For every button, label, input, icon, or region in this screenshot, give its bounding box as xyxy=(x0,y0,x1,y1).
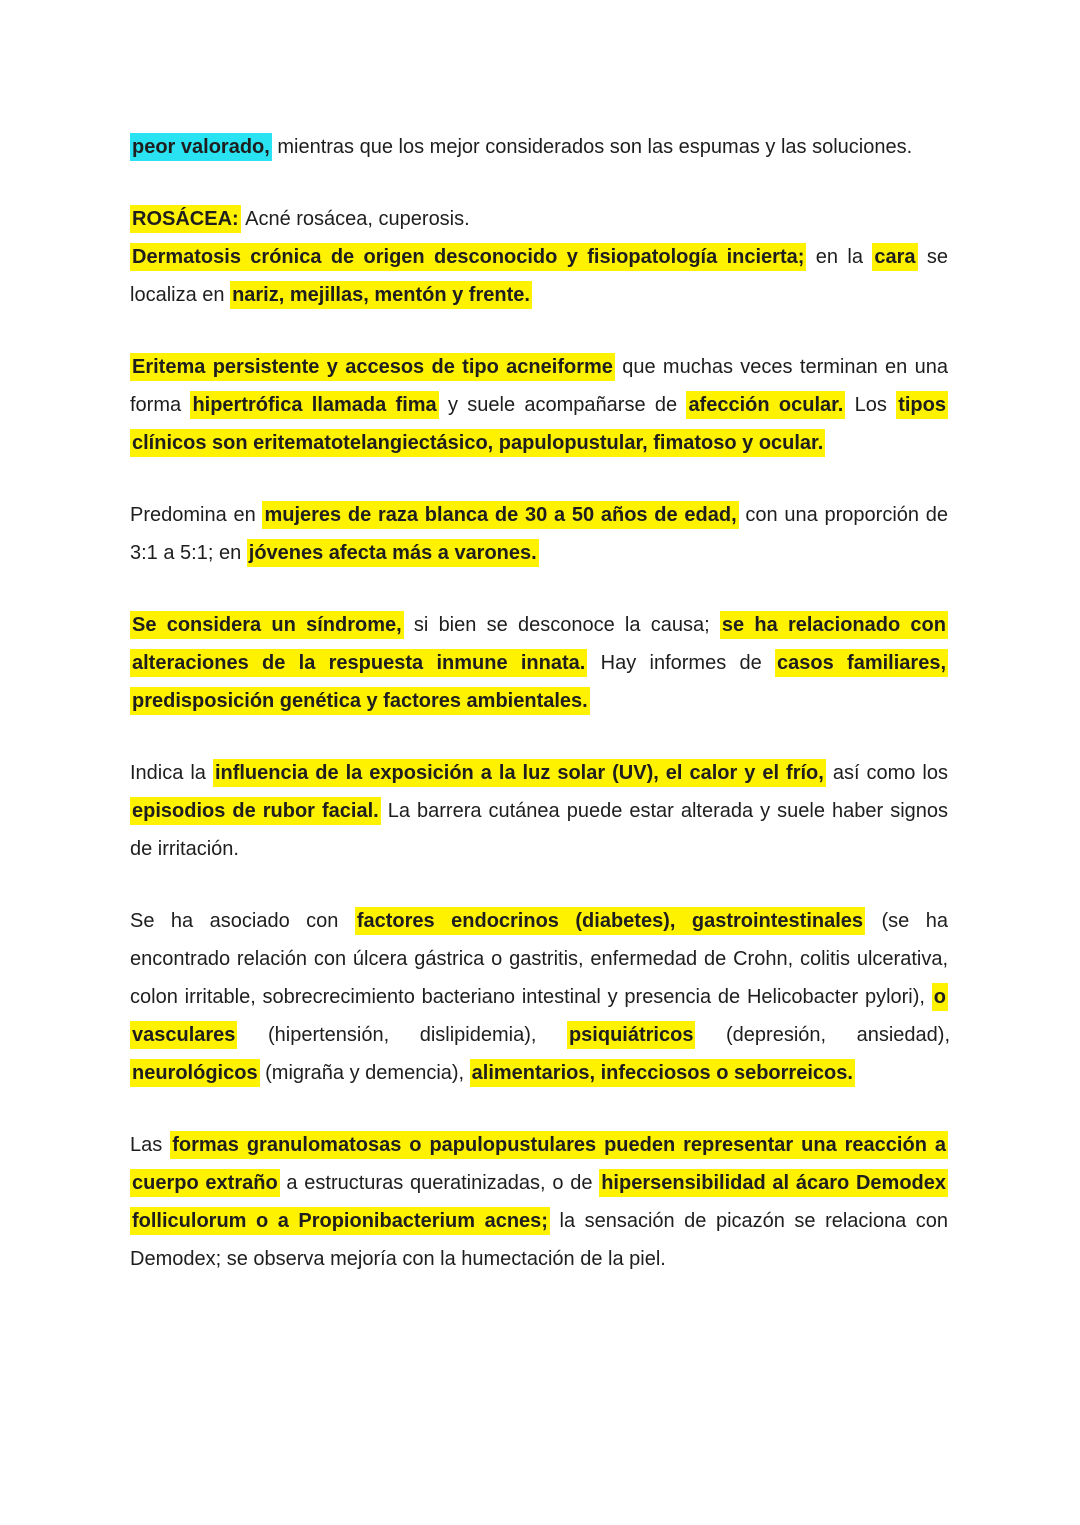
body-text: a estructuras queratinizadas, o de xyxy=(279,1172,600,1194)
highlight-yellow-text: alimentarios, infecciosos o seborreicos. xyxy=(470,1059,855,1087)
highlight-yellow-text: se ha relacionado con alteraciones de la respuesta inmune innata. xyxy=(130,611,948,677)
highlight-yellow-text: nariz, mejillas, mentón y frente. xyxy=(230,281,532,309)
paragraph-predominio xyxy=(130,496,948,572)
paragraph-rosacea-heading xyxy=(130,200,948,238)
paragraph-formas xyxy=(130,1126,948,1278)
body-text: Las xyxy=(130,1134,171,1156)
body-text: la sensación de picazón se relaciona con Demodex; se observa mejoría con la humectación de la piel. xyxy=(130,1210,949,1270)
highlight-yellow-text: factores endocrinos (diabetes), gastrointestinales xyxy=(355,907,865,935)
paragraph-rosacea-definition xyxy=(130,238,948,314)
highlight-yellow-text: neurológicos xyxy=(130,1059,260,1087)
highlight-yellow-text: hipertrófica llamada fima xyxy=(190,391,438,419)
highlight-yellow-text: hipersensibilidad al ácaro Demodex folliculorum o a Propionibacterium acnes; xyxy=(130,1169,948,1235)
body-text: Hay informes de xyxy=(587,652,776,674)
highlight-yellow-text: episodios de rubor facial. xyxy=(130,797,381,825)
body-text: Predomina en xyxy=(130,504,263,526)
highlight-yellow-text: ROSÁCEA: xyxy=(130,205,241,233)
highlight-yellow-text: afección ocular. xyxy=(686,391,845,419)
highlight-yellow-text: casos familiares, predisposición genética y factores ambientales. xyxy=(130,649,948,715)
highlight-yellow-text: mujeres de raza blanca de 30 a 50 años de edad, xyxy=(262,501,738,529)
body-text: Los xyxy=(845,394,897,416)
body-text: si bien se desconoce la causa; xyxy=(403,614,720,636)
highlight-yellow-text: formas granulomatosas o papulopustulares pueden representar una reacción a cuerpo extraño xyxy=(130,1131,948,1197)
body-text: (migraña y demencia), xyxy=(259,1062,470,1084)
body-text: así como los xyxy=(825,762,948,784)
body-text: Indica la xyxy=(130,762,213,784)
paragraph-continuation xyxy=(130,128,948,166)
highlight-yellow-text: Eritema persistente y accesos de tipo acneiforme xyxy=(130,353,615,381)
body-text: (hipertensión, dislipidemia), xyxy=(237,1024,567,1046)
highlight-yellow-text: cara xyxy=(872,243,917,271)
body-text: mientras que los mejor considerados son las espumas y las soluciones. xyxy=(271,136,913,158)
highlight-yellow-text: Dermatosis crónica de origen desconocido y fisiopatología incierta; xyxy=(130,243,806,271)
body-text: se localiza en xyxy=(130,246,949,306)
paragraph-influencia xyxy=(130,754,948,868)
body-text: La barrera cutánea puede estar alterada y suele haber signos de irritación. xyxy=(130,800,949,860)
body-text: con una proporción de 3:1 a 5:1; en xyxy=(130,504,949,564)
body-text: en la xyxy=(806,246,873,268)
highlight-yellow-text: jóvenes afecta más a varones. xyxy=(247,539,539,567)
paragraph-eritema xyxy=(130,348,948,462)
highlight-yellow-text: o vasculares xyxy=(130,983,948,1049)
highlight-cyan-text: peor valorado, xyxy=(130,133,272,161)
paragraph-asociaciones xyxy=(130,902,951,1092)
highlight-yellow-text: Se considera un síndrome, xyxy=(130,611,404,639)
body-text: (se ha encontrado relación con úlcera gástrica o gastritis, enfermedad de Crohn, colitis ulcerativa, colon irritable, sobrecrecimiento bacteriano intestinal y presencia de Helicobacter pylori), xyxy=(130,910,948,1008)
highlight-yellow-text: influencia de la exposición a la luz solar (UV), el calor y el frío, xyxy=(213,759,826,787)
body-text: Acné rosácea, cuperosis. xyxy=(240,208,470,230)
paragraph-sindrome xyxy=(130,606,948,720)
highlight-yellow-text: psiquiátricos xyxy=(567,1021,695,1049)
body-text: Se ha asociado con xyxy=(130,910,355,932)
body-text: y suele acompañarse de xyxy=(438,394,687,416)
body-text: que muchas veces terminan en una forma xyxy=(130,356,948,416)
body-text: (depresión, ansiedad), xyxy=(695,1024,951,1046)
highlight-yellow-text: tipos clínicos son eritematotelangiectásico, papulopustular, fimatoso y ocular. xyxy=(130,391,948,457)
